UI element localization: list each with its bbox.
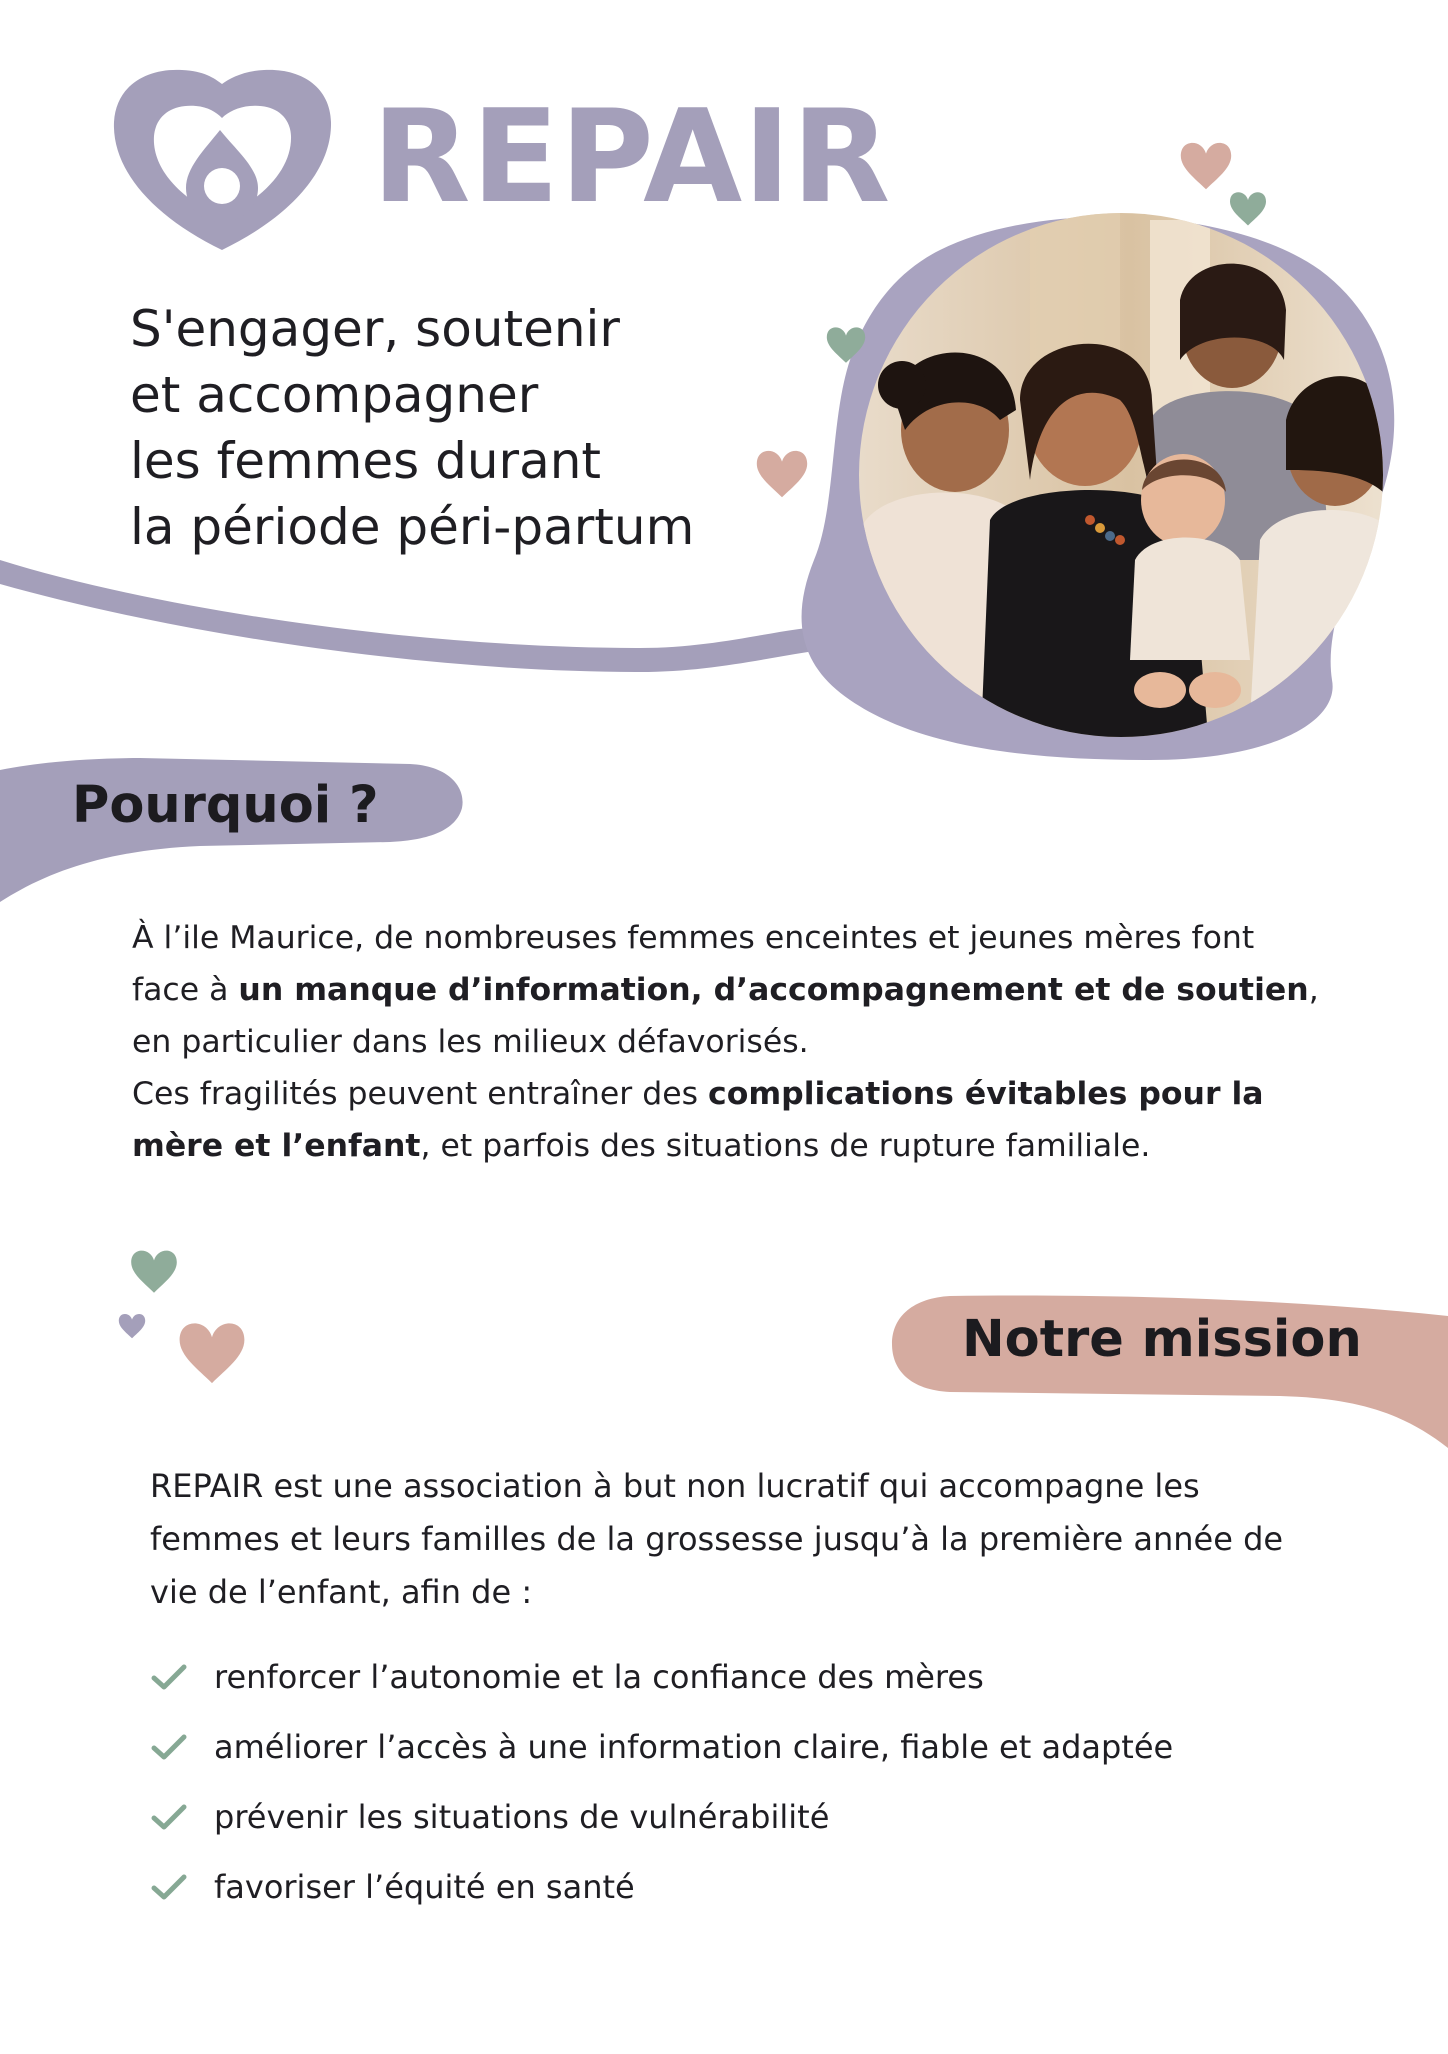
- sage-heart-icon: [131, 1251, 177, 1293]
- pourquoi-paragraph-1: [132, 912, 1322, 1068]
- sage-heart-icon: [1230, 192, 1266, 225]
- list-item: [150, 1782, 1173, 1852]
- tagline-line: les femmes durant: [130, 432, 601, 490]
- list-item-text: prévenir les situations de vulnérabilité: [214, 1798, 830, 1836]
- list-item-text: améliorer l’accès à une information claire, fiable et adaptée: [214, 1728, 1174, 1766]
- pourquoi-title: Pourquoi ?: [72, 776, 379, 835]
- text-run: , en particulier dans les milieux défavorisés.: [132, 972, 1319, 1060]
- text-run-bold: complications évitables pour la mère et l’enfant: [132, 1076, 1264, 1164]
- rose-heart-icon: [180, 1323, 245, 1383]
- lavender-heart-icon: [119, 1314, 145, 1338]
- tagline-line: S'engager, soutenir: [130, 300, 620, 358]
- pourquoi-paragraph-2: [132, 1068, 1322, 1172]
- checkmark-icon: [150, 1662, 188, 1692]
- tagline-line: la période péri-partum: [130, 498, 695, 556]
- heart-drop-logo-icon: [114, 70, 331, 250]
- pourquoi-text: [132, 912, 1322, 1172]
- text-run: , et parfois des situations de rupture familiale.: [420, 1128, 1151, 1164]
- checkmark-icon: [150, 1802, 188, 1832]
- list-item: [150, 1712, 1173, 1782]
- checkmark-icon: [150, 1732, 188, 1762]
- list-item: [150, 1852, 1173, 1922]
- list-item-text: favoriser l’équité en santé: [214, 1868, 635, 1906]
- text-run: Ces fragilités peuvent entraîner des: [132, 1076, 709, 1112]
- tagline-line: et accompagner: [130, 366, 539, 424]
- tagline: [130, 296, 750, 560]
- top-wave-ribbon: [0, 560, 850, 672]
- text-run: À l’ile Maurice, de nombreuses femmes enceintes et jeunes mères font face à: [132, 920, 1255, 1008]
- rose-heart-icon: [757, 451, 807, 497]
- list-item: [150, 1642, 1173, 1712]
- mission-intro: REPAIR est une association à but non lucratif qui accompagne les femmes et leurs familles de la grossesse jusqu’à la première année de vie de l’enfant, afin de :: [150, 1467, 1284, 1611]
- brand-wordmark: REPAIR: [372, 83, 892, 232]
- list-item-text: renforcer l’autonomie et la confiance des mères: [214, 1658, 984, 1696]
- mission-list: [150, 1642, 1173, 1922]
- rose-heart-icon: [1181, 143, 1231, 189]
- mission-title: Notre mission: [962, 1310, 1362, 1369]
- text-run-bold: un manque d’information, d’accompagnement et de soutien: [238, 972, 1309, 1008]
- checkmark-icon: [150, 1872, 188, 1902]
